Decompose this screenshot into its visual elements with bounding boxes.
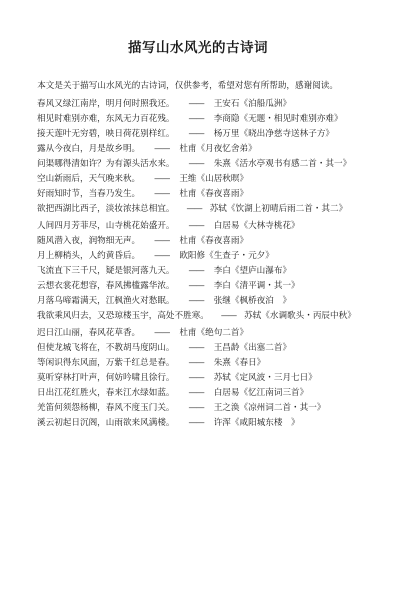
poem-line [20, 127, 376, 142]
poem-source: 王安石《泊船瓜洲》 [213, 99, 292, 109]
poem-line [20, 341, 376, 356]
poem-source: 王之涣《凉州词二首・其一》 [213, 403, 326, 413]
attribution-dash: —— [188, 281, 204, 291]
poem-verse: 月落乌啼霜满天，江枫渔火对愁眠。 [37, 296, 175, 306]
poem-source: 朱熹《春日》 [213, 358, 266, 368]
poem-line [20, 309, 376, 324]
poem-verse: 羌笛何须怨杨柳，春风不度玉门关。 [37, 403, 175, 413]
attribution-dash: —— [188, 373, 204, 383]
poem-line [20, 386, 376, 401]
poem-source: 白居易《忆江南词三首》 [213, 388, 309, 398]
poem-line [20, 294, 376, 309]
poem-source: 许浑《咸阳城东楼 》 [213, 418, 300, 428]
poem-source: 王维《山居秋暝》 [179, 174, 249, 184]
poem-verse: 日出江花红胜火，春来江水绿如蓝。 [37, 388, 175, 398]
attribution-dash: —— [154, 174, 170, 184]
attribution-dash: —— [154, 328, 170, 338]
attribution-dash: —— [188, 221, 204, 231]
attribution-dash: —— [188, 114, 204, 124]
poem-line [20, 157, 376, 172]
poem-verse: 月上柳梢头，人约黄昏后。 [37, 251, 141, 261]
poem-source: 杜甫《月夜忆舍弟》 [179, 144, 257, 154]
poem-lines-list [20, 97, 376, 431]
poem-verse: 好雨知时节，当春乃发生。 [37, 189, 141, 199]
attribution-dash: —— [188, 99, 204, 109]
poem-verse: 溪云初起日沉阁，山雨欲来风满楼。 [37, 418, 175, 428]
poem-line [20, 416, 376, 431]
poem-line [20, 187, 376, 202]
poem-line [20, 172, 376, 187]
poem-source: 张继《枫桥夜泊 》 [213, 296, 292, 306]
poem-source: 杜甫《春夜喜雨》 [179, 236, 249, 246]
attribution-dash: —— [154, 144, 170, 154]
poem-source: 苏轼《饮湖上初晴后雨二首・其二》 [209, 204, 348, 214]
poem-verse: 春风又绿江南岸，明月何时照我还。 [37, 99, 175, 109]
poem-line [20, 356, 376, 371]
poem-line [20, 219, 376, 234]
poem-verse: 接天莲叶无穷碧，映日荷花别样红。 [37, 129, 175, 139]
attribution-dash: —— [188, 343, 204, 353]
attribution-dash: —— [188, 388, 204, 398]
poem-source: 苏轼《定风波・三月七日》 [213, 373, 317, 383]
poem-line [20, 97, 376, 112]
poem-source: 苏轼《水调歌头・丙辰中秋》 [244, 311, 356, 321]
poem-source: 杜甫《绝句二首》 [179, 328, 249, 338]
poem-verse: 我欲乘风归去，又恐琼楼玉宇，高处不胜寒。 [37, 311, 209, 321]
poem-verse: 云想衣裳花想容，春风拂槛露华浓。 [37, 281, 175, 291]
attribution-dash: —— [154, 236, 170, 246]
poem-source: 李白《清平调・其一》 [213, 281, 300, 291]
poem-source: 李商隐《无题・相见时难别亦难》 [213, 114, 343, 124]
poem-line [20, 202, 376, 217]
attribution-dash: —— [186, 204, 202, 214]
poem-source: 李白《望庐山瀑布》 [213, 266, 292, 276]
attribution-dash: —— [188, 418, 204, 428]
poem-line [20, 264, 376, 279]
poem-verse: 莫听穿林打叶声，何妨吟啸且徐行。 [37, 373, 175, 383]
poem-line [20, 371, 376, 386]
attribution-dash: —— [188, 358, 204, 368]
attribution-dash: —— [220, 311, 237, 321]
attribution-dash: —— [188, 159, 204, 169]
poem-verse: 人间四月芳菲尽，山寺桃花始盛开。 [37, 221, 175, 231]
poem-verse: 相见时难别亦难，东风无力百花残。 [37, 114, 175, 124]
poem-source: 朱熹《活水亭观书有感二首・其一》 [213, 159, 352, 169]
poem-verse: 问渠哪得清如许？为有源头活水来。 [37, 159, 175, 169]
poem-source: 王昌龄《出塞二首》 [213, 343, 292, 353]
poem-source: 欧阳修《生查子・元夕》 [179, 251, 274, 261]
attribution-dash: —— [154, 251, 170, 261]
attribution-dash: —— [188, 129, 204, 139]
document-title: 描写山水风光的古诗词 [128, 40, 268, 56]
poem-line [20, 279, 376, 294]
attribution-dash: —— [154, 189, 170, 199]
poem-line [20, 326, 376, 341]
poem-verse: 等闲识得东风面，万紫千红总是春。 [37, 358, 175, 368]
poem-verse: 露从今夜白，月是故乡明。 [37, 144, 141, 154]
poem-line [20, 234, 376, 249]
poem-source: 杜甫《春夜喜雨》 [179, 189, 249, 199]
poem-verse: 欲把西湖比西子，淡妆浓抹总相宜。 [37, 204, 175, 214]
poem-source: 杨万里《晓出净慈寺送林子方》 [213, 129, 335, 139]
intro-paragraph: 本文是关于描写山水风光的古诗词，仅供参考，希望对您有所帮助，感谢阅读。 [37, 81, 338, 91]
poem-verse: 迟日江山丽，春风花草香。 [37, 328, 141, 338]
poem-verse: 随风潜入夜，润物细无声。 [37, 236, 141, 246]
poem-line [20, 142, 376, 157]
attribution-dash: —— [188, 403, 204, 413]
poem-verse: 飞流直下三千尺，疑是银河落九天。 [37, 266, 175, 276]
poem-verse: 但使龙城飞将在，不教胡马度阴山。 [37, 343, 175, 353]
poem-line [20, 249, 376, 264]
poem-source: 白居易《大林寺桃花》 [213, 221, 300, 231]
attribution-dash: —— [188, 266, 204, 276]
poem-verse: 空山新雨后，天气晚来秋。 [37, 174, 141, 184]
poem-line [20, 401, 376, 416]
attribution-dash: —— [188, 296, 204, 306]
poem-line [20, 112, 376, 127]
